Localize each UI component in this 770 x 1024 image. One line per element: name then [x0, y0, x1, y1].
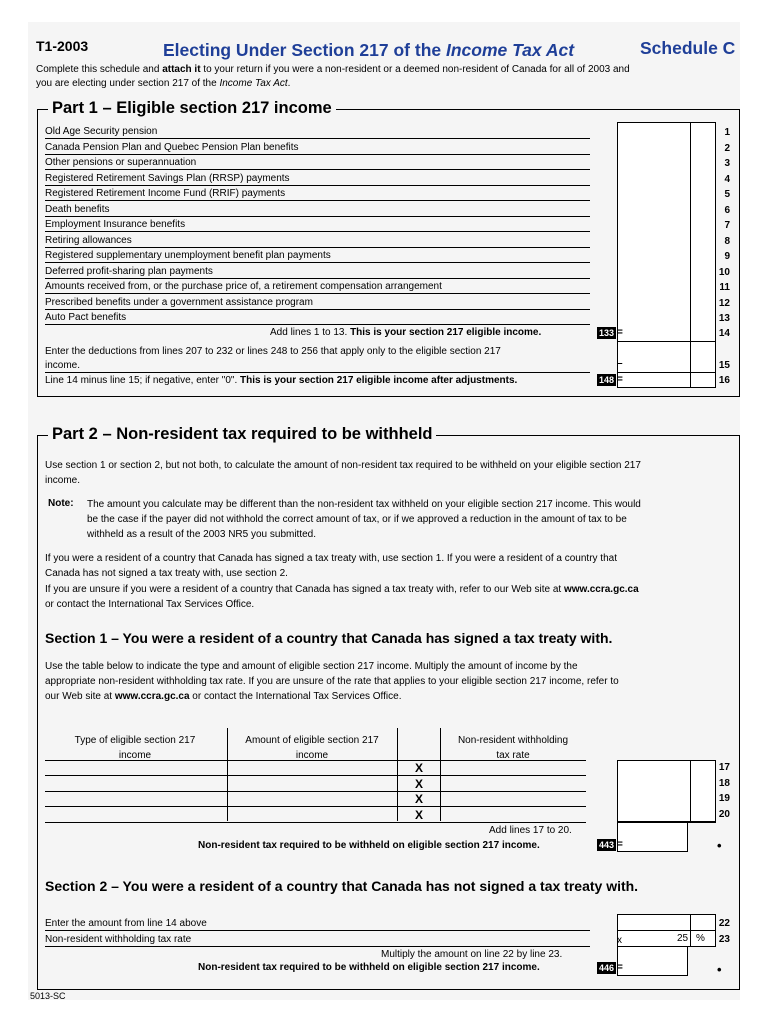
line-14-number: 14 [718, 328, 730, 339]
line-9-number: 9 [724, 251, 730, 262]
line-8-rule [45, 247, 590, 248]
line-12-rule [45, 309, 590, 310]
line-443-box[interactable] [617, 822, 688, 852]
line-443-bullet: • [717, 838, 722, 853]
line-1-rule [45, 138, 590, 139]
table-row-number: 18 [718, 777, 730, 789]
line-13-number: 13 [718, 313, 730, 324]
line-3-label: Other pensions or superannuation [45, 157, 197, 168]
line-2-label: Canada Pension Plan and Quebec Pension Plan benefits [45, 141, 299, 153]
line-14-equals: = [617, 327, 623, 338]
line-443-equals: = [617, 839, 623, 850]
note-line-1: The amount you calculate may be different than the non-resident tax withheld on your eligible section 217 income. This would [87, 499, 641, 510]
part2-para-2a: If you were a resident of a country that Canada has signed a tax treaty with, use section 1. If you were a resident of a country that [45, 553, 617, 564]
cents-divider [690, 122, 691, 388]
line-4-rule [45, 185, 590, 186]
note-line-2: be the case if the payer did not withhold the correct amount of tax, or if we approved a reduction in the amount of tax to be [87, 514, 627, 525]
line-446-equals: = [617, 962, 623, 973]
line-9-label: Registered supplementary unemployment benefit plan payments [45, 250, 331, 261]
line-10-number: 10 [718, 266, 730, 278]
table-row-rate-input[interactable] [441, 761, 586, 775]
table-row-type-input[interactable] [46, 761, 226, 775]
section1-para-1: Use the table below to indicate the type and amount of eligible section 217 income. Multiply the amount of income by the [45, 661, 578, 672]
form-title: Electing Under Section 217 of the Income Tax Act [163, 40, 575, 60]
line-8-number: 8 [724, 235, 730, 247]
table-row-times: X [415, 761, 424, 775]
ccra-link-2[interactable]: www.ccra.gc.ca [114, 691, 190, 702]
table-row-number: 19 [718, 793, 730, 804]
table-row-rate-input[interactable] [441, 808, 586, 822]
line-10-label: Deferred profit-sharing plan payments [45, 265, 213, 277]
table-row-times: X [415, 792, 424, 806]
line-15-number: 15 [718, 360, 730, 371]
section1-para-2: appropriate non-resident withholding tax rate. If you are unsure of the rate that applies to your eligible section 217 income, refer to [45, 676, 619, 687]
table-row-rate-input[interactable] [441, 792, 586, 806]
ccra-link[interactable]: www.ccra.gc.ca [563, 584, 639, 595]
section2-multiply-label: Multiply the amount on line 22 by line 23. [381, 949, 563, 960]
line-13-rule [45, 324, 590, 325]
line-23-times: x [617, 935, 622, 946]
table-row-number: 20 [718, 808, 730, 820]
line-23-number: 23 [718, 934, 730, 945]
line-11-label: Amounts received from, or the purchase price of, a retirement compensation arrangement [45, 281, 442, 292]
part2-title: Part 2 – Non-resident tax required to be withheld [48, 425, 436, 444]
part2-para-3b: or contact the International Tax Services Office. [45, 599, 255, 610]
line-11-number: 11 [719, 282, 730, 293]
table-row-times: X [415, 807, 424, 822]
form-id: T1-2003 [36, 38, 89, 54]
table-row-number: 17 [718, 762, 730, 773]
table-row-times: X [415, 776, 424, 791]
line-9-rule [45, 262, 590, 263]
part2-para-3a: If you are unsure if you were a resident of a country that Canada has signed a tax treaty with, refer to our Web site at www.ccra.gc.ca [45, 584, 639, 595]
section1-amount-column[interactable] [617, 760, 716, 822]
line-3-rule [45, 169, 590, 170]
line-code-148: 148 [599, 375, 615, 385]
line-12-number: 12 [718, 297, 730, 309]
line-4-number: 4 [724, 173, 730, 185]
intro-line-2: you are electing under section 217 of the Income Tax Act. [36, 78, 291, 89]
table-row-amount-input[interactable] [228, 808, 396, 822]
table-row-amount-input[interactable] [228, 777, 396, 791]
line-13-label: Auto Pact benefits [45, 312, 127, 323]
line-4-label: Registered Retirement Savings Plan (RRSP) payments [45, 172, 290, 184]
line-16-equals: = [617, 374, 623, 385]
line-11-rule [45, 293, 590, 294]
part2-para-1a: Use section 1 or section 2, but not both, to calculate the amount of non-resident tax required to be withheld on your eligible section 217 [45, 460, 641, 471]
line-6-rule [45, 216, 590, 217]
part1-amount-column[interactable] [617, 122, 716, 388]
line-code-446: 446 [599, 963, 615, 973]
line-16-label: Line 14 minus line 15; if negative, enter "0". This is your section 217 eligible income after adjustments. [45, 375, 518, 386]
table-row-type-input[interactable] [46, 777, 226, 791]
line-15-text-1: Enter the deductions from lines 207 to 232 or lines 248 to 256 that apply only to the eligible section 217 [45, 346, 501, 357]
line-5-label: Registered Retirement Income Fund (RRIF) payments [45, 188, 286, 199]
line-446-box[interactable] [617, 946, 688, 976]
line-10-rule [45, 278, 590, 279]
part2-para-1b: income. [45, 475, 81, 486]
line-2-number: 2 [724, 142, 730, 154]
line-23-percent: % [696, 933, 705, 944]
section2-total-label: Non-resident tax required to be withheld on eligible section 217 income. [198, 962, 540, 973]
line-23-label: Non-resident withholding tax rate [45, 934, 192, 945]
line-22-label: Enter the amount from line 14 above [45, 918, 207, 929]
table-row-rate-input[interactable] [441, 777, 586, 791]
table-row-amount-input[interactable] [228, 761, 396, 775]
line-code-133: 133 [599, 328, 615, 338]
section1-total-label: Non-resident tax required to be withheld on eligible section 217 income. [198, 840, 540, 851]
schedule-label: Schedule C [640, 38, 736, 58]
note-label: Note: [48, 498, 74, 509]
line-6-number: 6 [724, 204, 730, 216]
section2-title: Section 2 – You were a resident of a country that Canada has not signed a tax treaty with. [45, 878, 639, 894]
intro-line-1: Complete this schedule and attach it to your return if you were a non-resident or a deemed non-resident of Canada for all of 2003 and [36, 64, 630, 75]
line-1-number: 1 [724, 127, 730, 138]
table-col-type-header: Type of eligible section 217 income [74, 735, 196, 761]
table-row-rule [45, 822, 586, 823]
table-row-type-input[interactable] [46, 808, 226, 822]
table-row-type-input[interactable] [46, 792, 226, 806]
form-code: 5013-SC [30, 991, 66, 1001]
line-2-rule [45, 154, 590, 155]
part2-para-2b: Canada has not signed a tax treaty with, use section 2. [45, 568, 288, 579]
line-446-bullet: • [717, 962, 722, 977]
line-15-minus: – [617, 358, 623, 369]
section1-title: Section 1 – You were a resident of a country that Canada has signed a tax treaty with. [45, 630, 613, 646]
line-7-label: Employment Insurance benefits [45, 219, 186, 230]
part1-title: Part 1 – Eligible section 217 income [48, 99, 336, 118]
table-row-amount-input[interactable] [228, 792, 396, 806]
line-5-number: 5 [724, 189, 730, 200]
table-col-rate-header: Non-resident withholding tax rate [457, 735, 569, 761]
line-8-label: Retiring allowances [45, 234, 132, 246]
line-15-text-2: income. [45, 360, 81, 371]
section1-para-3: our Web site at www.ccra.gc.ca or contact the International Tax Services Office. [45, 691, 402, 702]
line-7-number: 7 [724, 220, 730, 231]
line-code-443: 443 [599, 840, 615, 850]
line-12-label: Prescribed benefits under a government assistance program [45, 296, 313, 308]
section1-add-label: Add lines 17 to 20. [489, 825, 572, 836]
line-3-number: 3 [724, 158, 730, 169]
line-7-rule [45, 231, 590, 232]
line-5-rule [45, 200, 590, 201]
line-16-number: 16 [718, 375, 730, 386]
line-14-label: Add lines 1 to 13. This is your section 217 eligible income. [270, 327, 542, 338]
line-6-label: Death benefits [45, 203, 110, 215]
note-line-3: withheld as a result of the 2003 NR5 you submitted. [87, 529, 317, 540]
line-23-rate: 25 [677, 933, 689, 944]
table-col-amount-header: Amount of eligible section 217 income [245, 735, 379, 761]
line-1-label: Old Age Security pension [45, 126, 158, 137]
line-22-number: 22 [718, 918, 730, 929]
